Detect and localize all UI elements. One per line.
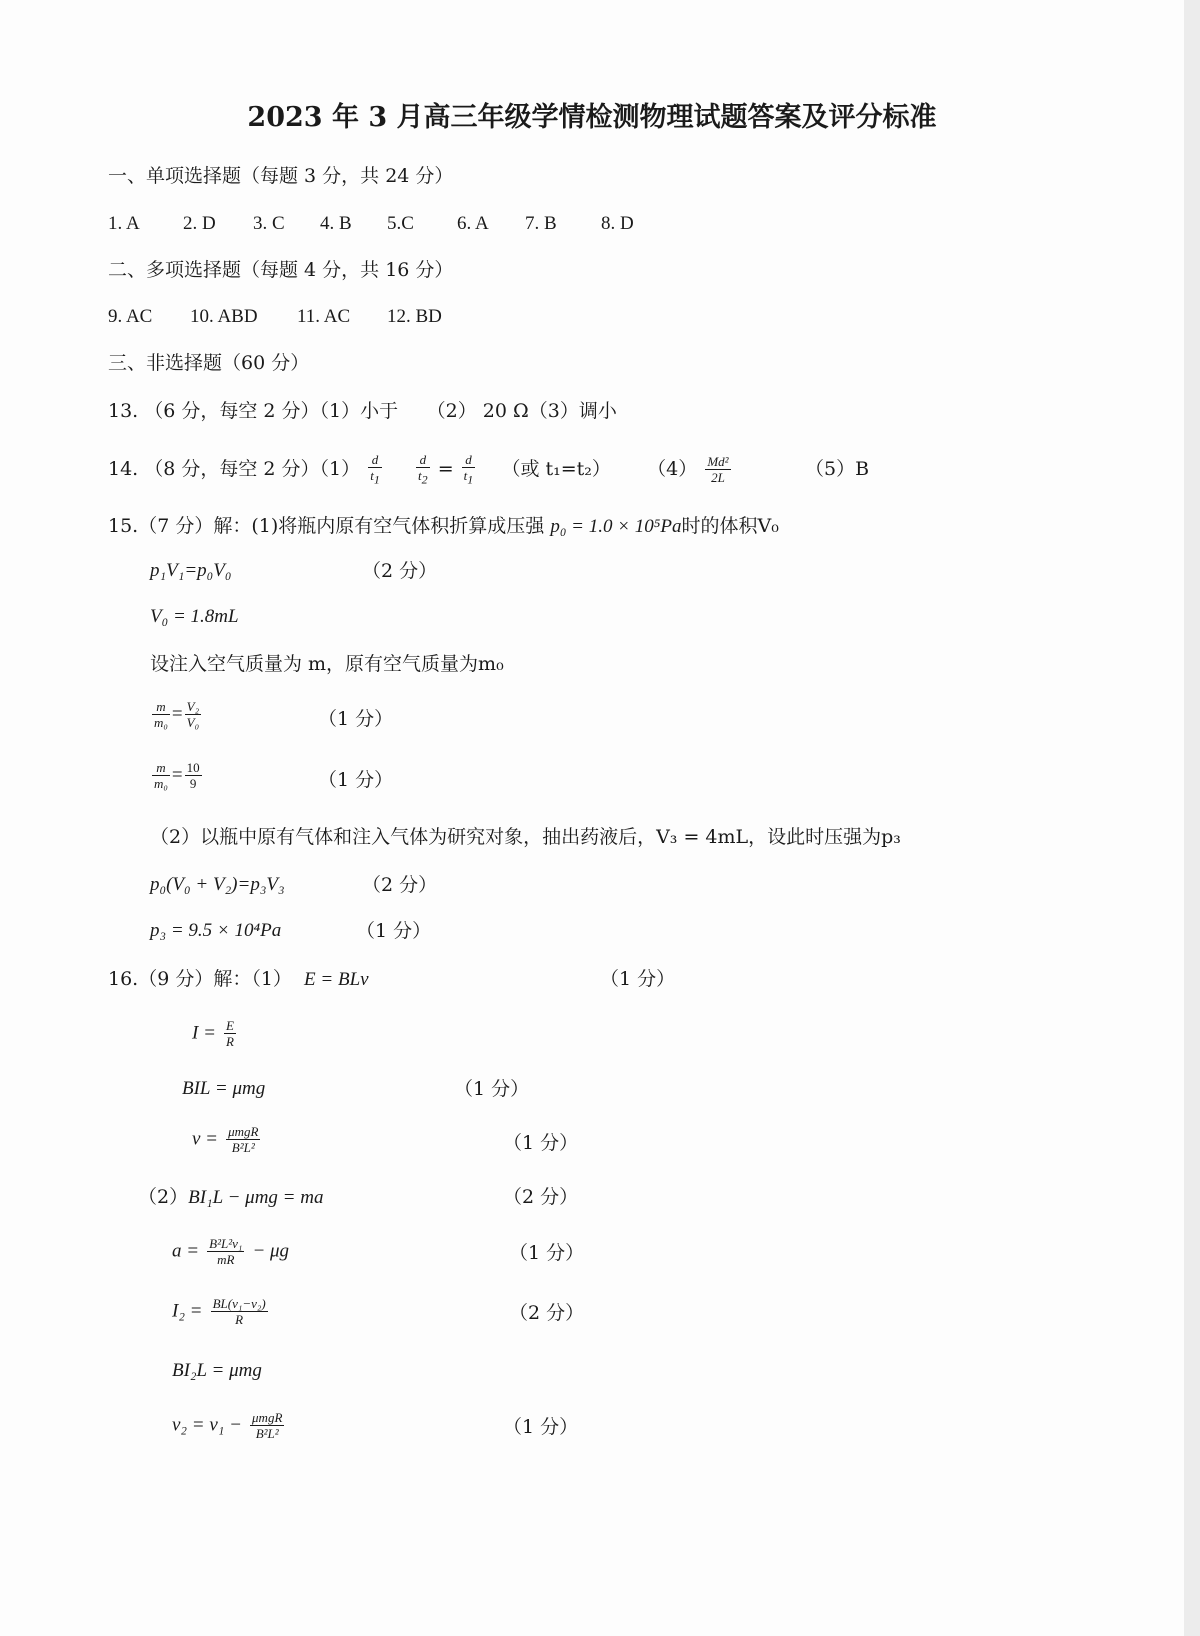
q16-part2: （2）: [138, 1186, 189, 1208]
document-title: 2023 年 3 月高三年级学情检测物理试题答案及评分标准: [247, 102, 937, 133]
q16-eq9: v₂ = v₁ − $\frac{\text{μmgR}}{\text{B²L²}}$: [172, 1410, 283, 1441]
q14-frac2-den: $t_2$: [418, 468, 428, 487]
q16-eq4-frac: $\frac{\text{μmgR}}{\text{B²L²}}$: [228, 1124, 259, 1155]
q15-text2: （2）以瓶中原有气体和注入气体为研究对象，抽出药液后，V₃ = 4mL，设此时压强为p₃: [150, 826, 901, 848]
answer-5: 5.C: [387, 213, 414, 234]
answer-11: 11. AC: [297, 306, 351, 327]
q15-eq1-score: （2 分）: [362, 560, 438, 582]
q14-answer: [108, 452, 869, 488]
q16-eq6-frac: $\frac{\text{B²L²v₁}}{mR}$: [209, 1236, 243, 1267]
q14-fraction-4: [705, 454, 730, 485]
answer-3: 3. C: [253, 213, 285, 234]
q15-text1: 设注入空气质量为 m，原有空气质量为m₀: [150, 653, 504, 675]
q14-fraction-3: [462, 452, 476, 488]
answer-2: 2. D: [183, 213, 216, 234]
section2-heading: 二、多项选择题（每题 4 分，共 16 分）: [108, 259, 454, 281]
answer-10: 10. ABD: [190, 306, 258, 327]
q16-intro: 16.（9 分）解：（1）: [108, 968, 292, 990]
q14-frac1-num: d: [368, 452, 382, 468]
q15-eq2: V₀ = 1.8mL: [150, 606, 239, 627]
answer-1: 1. A: [108, 213, 140, 234]
section3-heading: 三、非选择题（60 分）: [108, 352, 310, 374]
q15-eq4-score: （1 分）: [318, 769, 394, 791]
q16-eq5: （2）BI₁L − μmg = ma: [138, 1186, 324, 1208]
q14-frac2-num: d: [416, 452, 430, 468]
q14-part5: （5）B: [805, 457, 870, 480]
q15-intro-suffix: 时的体积V₀: [681, 515, 779, 537]
q15-line1: [108, 513, 779, 540]
q16-eq1-score: （1 分）: [600, 968, 676, 990]
q16-eq9-score: （1 分）: [503, 1416, 579, 1438]
page-edge: [1184, 0, 1200, 1636]
q16-eq4-score: （1 分）: [503, 1132, 579, 1154]
q14-frac4-num: Md²: [707, 454, 729, 470]
q16-eq7-frac: $\frac{\text{BL(v₁−v₂)}}{R}$: [212, 1296, 266, 1327]
q14-fraction-2: [416, 452, 430, 488]
q16-eq9-frac: $\frac{\text{μmgR}}{\text{B²L²}}$: [252, 1410, 283, 1441]
q15-intro: 15.（7 分）解：(1)将瓶内原有空气体积折算成压强: [108, 515, 545, 537]
q14-prefix: 14. （8 分，每空 2 分）（1）: [108, 457, 361, 480]
answer-6: 6. A: [457, 213, 489, 234]
q15-eq4: $\frac{m}{\text{m₀}}$ = $\frac{10}{9}$: [154, 760, 200, 791]
q16-line1: [108, 966, 369, 993]
q13-answer: 13. （6 分，每空 2 分）（1）小于 （2） 20 Ω（3）调小: [108, 400, 617, 422]
answer-12: 12. BD: [387, 306, 442, 327]
q16-eq3-score: （1 分）: [454, 1078, 530, 1100]
q16-eq7: I₂ = $\frac{\text{BL(v₁−v₂)}}{R}$: [172, 1296, 266, 1327]
q15-eq5-score: （2 分）: [362, 874, 438, 896]
q15-eq3: $\frac{m}{\text{m₀}}$ = $\frac{\text{V₂}}{\text{V₀}}$: [154, 699, 200, 730]
q14-frac1-den: $t_1$: [370, 468, 380, 487]
answer-4: 4. B: [320, 213, 352, 234]
q16-eq7-score: （2 分）: [509, 1302, 585, 1324]
q14-frac3-num: d: [462, 452, 476, 468]
q14-part4: （4）: [647, 457, 698, 480]
answer-7: 7. B: [525, 213, 557, 234]
q15-eq6-score: （1 分）: [356, 920, 432, 942]
q16-eq4: v = $\frac{\text{μmgR}}{\text{B²L²}}$: [192, 1124, 259, 1155]
q14-frac4-den: 2L: [711, 470, 725, 486]
q14-or-text: （或 t₁=t₂）: [501, 457, 611, 480]
q16-eq6-score: （1 分）: [509, 1242, 585, 1264]
q14-equals: =: [437, 457, 454, 480]
q15-eq5: p₀(V₀ + V₂)=p₃V₃: [150, 874, 285, 895]
section1-heading: 一、单项选择题（每题 3 分，共 24 分）: [108, 165, 454, 187]
q15-eq3-lhs: $\frac{m}{\text{m₀}}$: [154, 699, 168, 730]
q15-eq4-rhs: $\frac{10}{9}$: [186, 760, 200, 791]
q16-eq8: BI₂L = μmg: [172, 1360, 262, 1381]
q16-eq5-score: （2 分）: [503, 1186, 579, 1208]
q15-eq3-rhs: $\frac{\text{V₂}}{\text{V₀}}$: [186, 699, 200, 730]
answer-9: 9. AC: [108, 306, 153, 327]
q15-eq1: p₁V₁=p₀V₀: [150, 560, 232, 581]
q14-frac3-den: $t_1$: [463, 468, 474, 487]
q16-eq6: a = $\frac{\text{B²L²v₁}}{mR}$ − μg: [172, 1236, 290, 1267]
q14-fraction-1: [368, 452, 382, 488]
q16-eq3: BIL = μmg: [182, 1078, 266, 1099]
q15-eq6: p₃ = 9.5 × 10⁴Pa: [150, 920, 282, 941]
q16-eq2: I = $\frac{E}{R}$: [192, 1018, 234, 1049]
q16-eq1: E = BLv: [304, 969, 369, 990]
q15-eq4-lhs: $\frac{m}{\text{m₀}}$: [154, 760, 168, 791]
q15-eq3-score: （1 分）: [318, 708, 394, 730]
q15-pressure-formula: p₀ = 1.0 × 10⁵Pa: [550, 516, 682, 537]
answer-8: 8. D: [601, 213, 634, 234]
q16-eq2-frac: $\frac{E}{R}$: [225, 1018, 234, 1049]
